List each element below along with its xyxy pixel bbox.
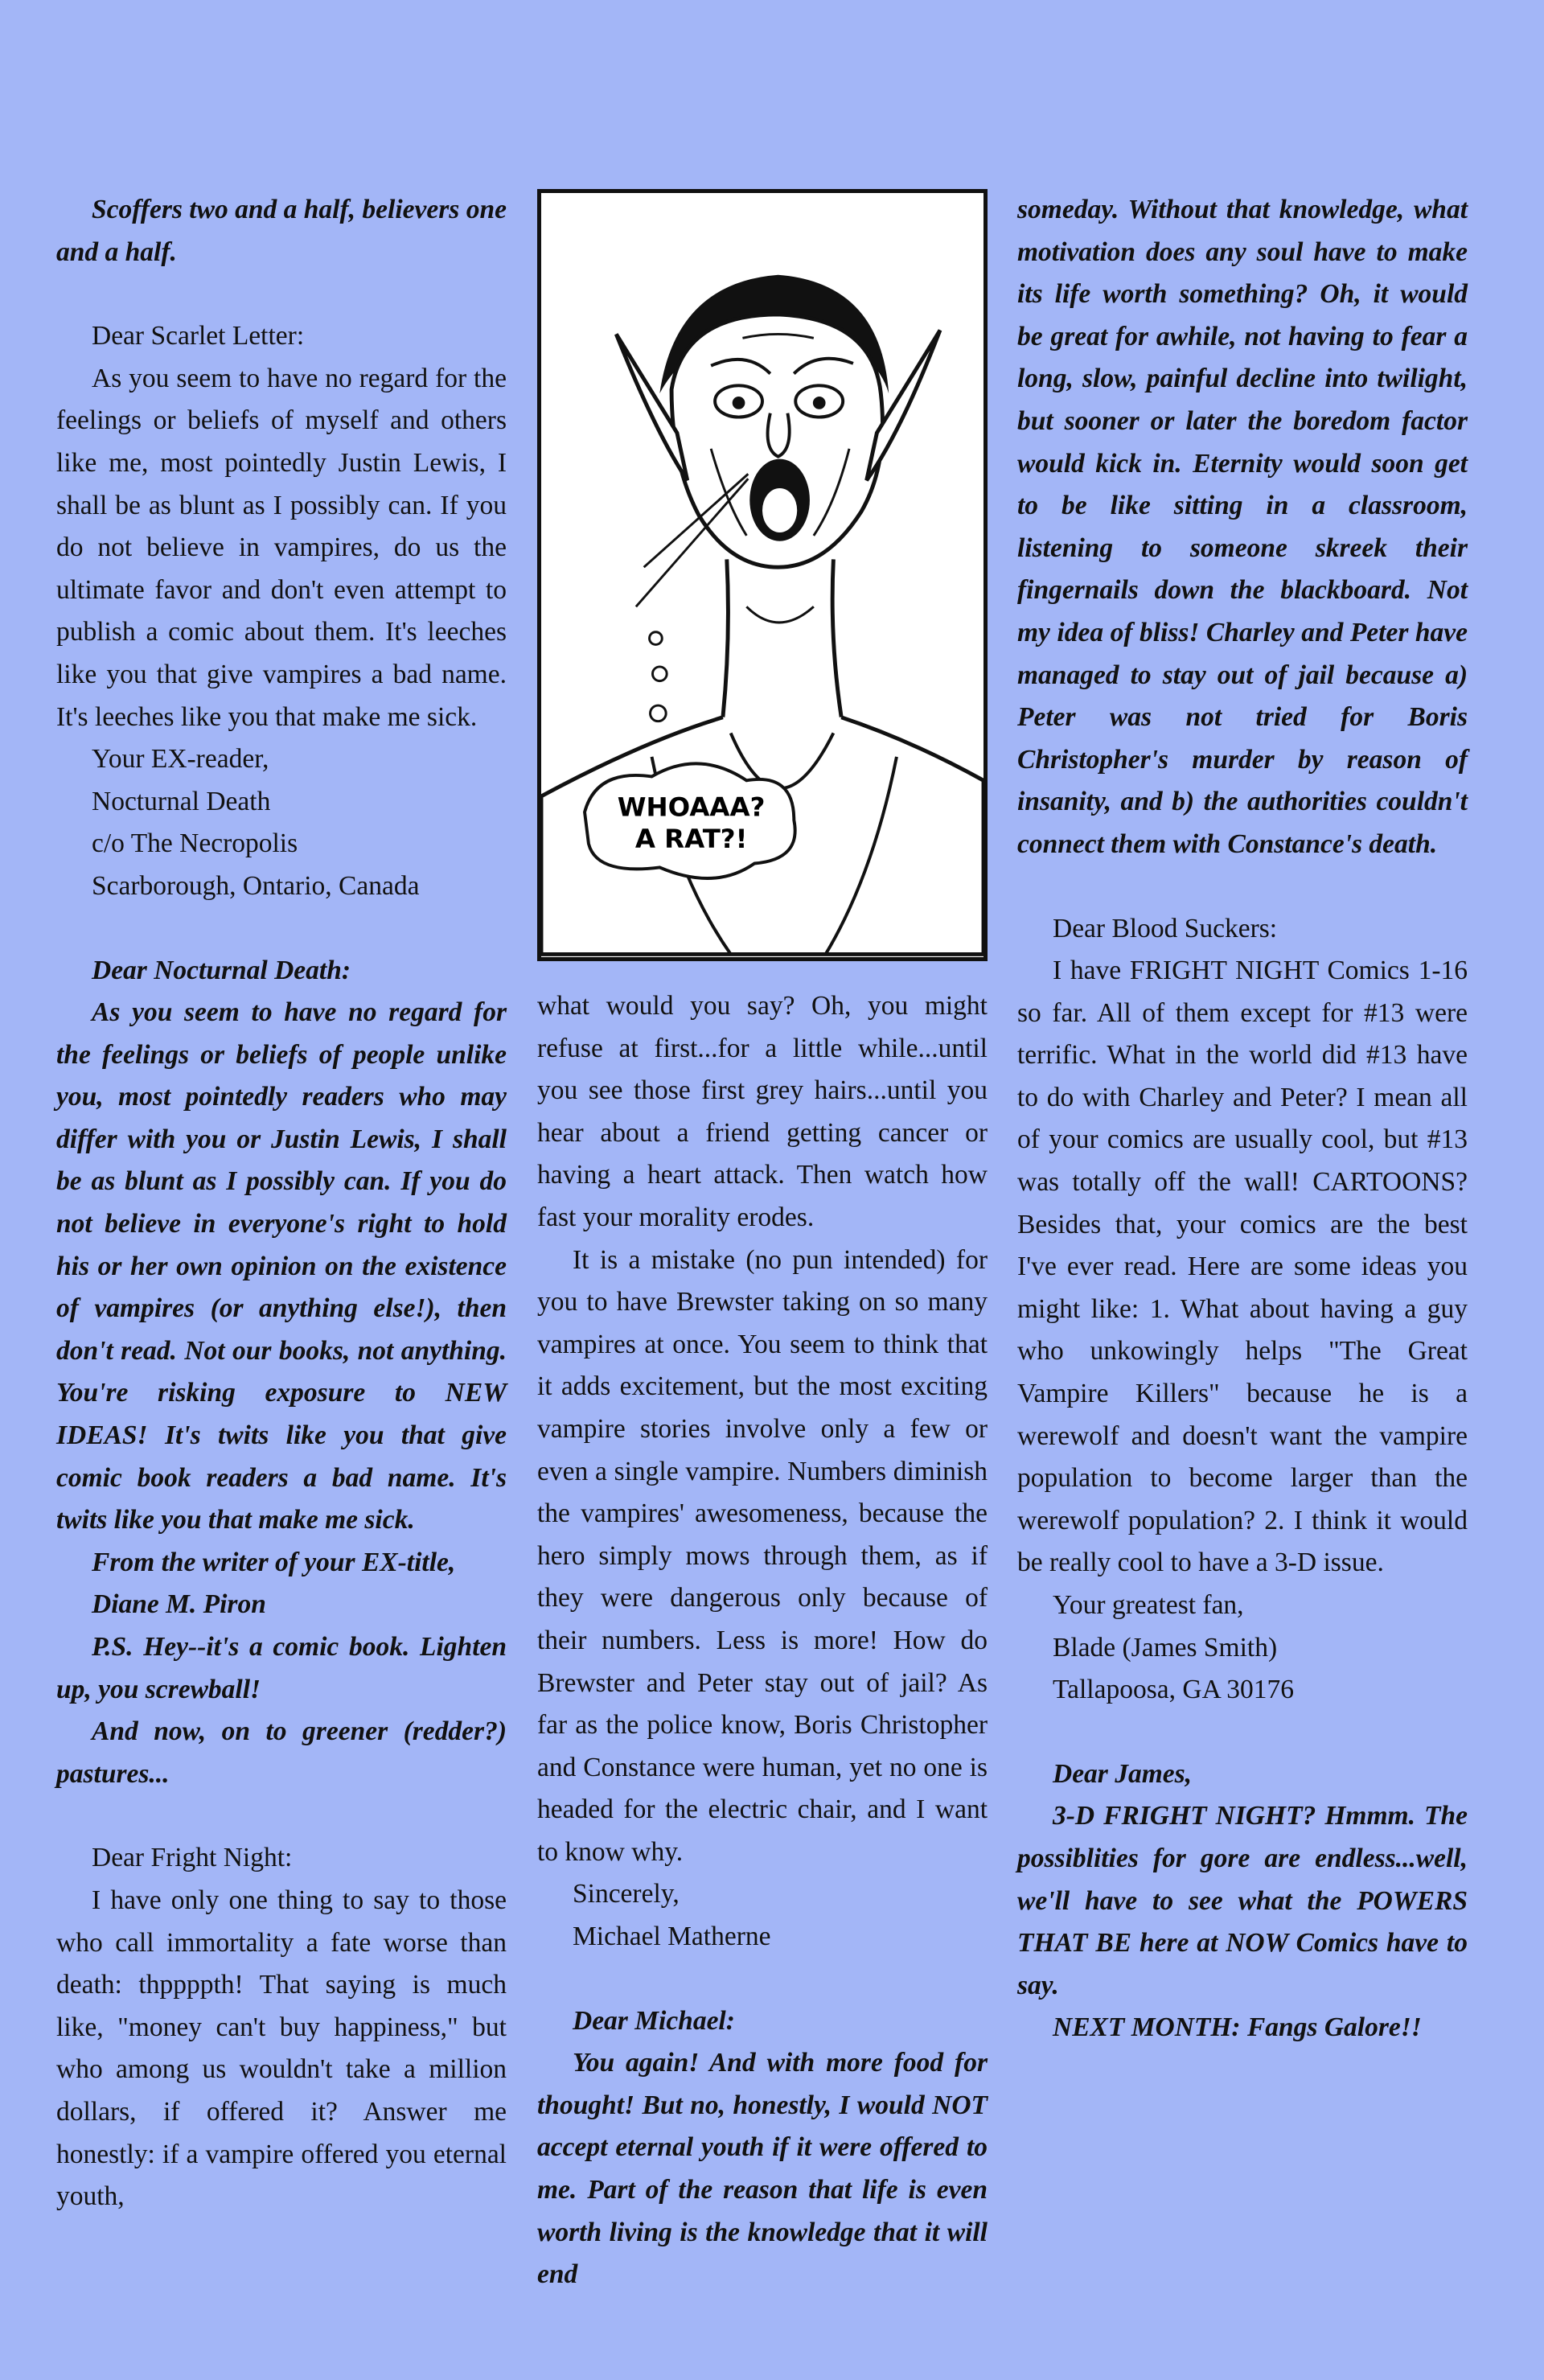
- letter-body-continued: what would you say? Oh, you might refuse at first...for a little while...until you see those first grey hairs...until you hear about a friend getting cancer or having a heart attack. Then watch how fast your morality erodes.: [537, 991, 988, 1232]
- letter-salutation: Dear Blood Suckers:: [1053, 913, 1278, 943]
- letter-signature-line: Michael Matherne: [573, 1922, 771, 1952]
- letter-body: As you seem to have no regard for the feelings or beliefs of myself and others like me, most pointedly Justin Lewis, I shall be as blunt as I possibly can. If you do not believe in vampires, do us the ultimate favor and don't even attempt to publish a comic about them. It's leeches like you that give vampires a bad name. It's leeches like you that make me sick.: [56, 363, 507, 732]
- letter-body: I have only one thing to say to those who call immortality a fate worse than death: thppppth! That saying is much like, "money can't buy happiness," but who among us wouldn't take a million dollars, if offered it? Answer me honestly: if a vampire offered you eternal youth,: [56, 1885, 507, 2212]
- reply-body: You again! And with more food for thought! But no, honestly, I would NOT accept eternal youth if it were offered to me. Part of the reason that life is even worth living is the knowledge that it will end: [537, 2048, 988, 2290]
- letter-body: I have FRIGHT NIGHT Comics 1-16 so far. All of them except for #13 were terrific. What in the world did #13 have to do with Charley and Peter? I mean all of your comics are usually cool, but #13 was totally off the wall! CARTOONS? Besides that, your comics are the best I've ever read. Here are some ideas you might like: 1. What about having a guy who unkowingly helps "The Great Vampire Killers" because he is a werewolf and doesn't want the vampire population to become larger than the werewolf population? 2. I think it would be really cool to have a 3-D issue.: [1017, 956, 1468, 1578]
- next-month-teaser: NEXT MONTH: Fangs Galore!!: [1053, 2012, 1422, 2043]
- letter-salutation: Dear Scarlet Letter:: [92, 321, 305, 351]
- reply-signature-line: Diane M. Piron: [92, 1589, 266, 1620]
- reply-salutation: Dear Michael:: [573, 2005, 735, 2036]
- column-1: [56, 189, 507, 2218]
- reply-salutation: Dear James,: [1053, 1758, 1193, 1789]
- column-2-text: [537, 985, 988, 2296]
- letter-signature-line: Blade (James Smith): [1053, 1632, 1278, 1663]
- letter-signature-line: c/o The Necropolis: [92, 828, 298, 859]
- letter-salutation: Dear Fright Night:: [92, 1843, 293, 1873]
- reply-salutation: Dear Nocturnal Death:: [92, 955, 351, 985]
- letter-signature-line: Scarborough, Ontario, Canada: [92, 870, 420, 901]
- letter-signature-line: Sincerely,: [573, 1879, 680, 1909]
- reply-body: As you seem to have no regard for the feelings or beliefs of people unlike you, most pointedly readers who may differ with you or Justin Lewis, I shall be as blunt as I possibly can. If you do not believe in everyone's right to hold his or her own opinion on the existence of vampires (or anything else!), then don't read. Not our books, not anything. You're risking exposure to NEW IDEAS! It's twits like you that give comic book readers a bad name. It's twits like you that make me sick.: [56, 997, 507, 1535]
- vampire-illustration: [541, 193, 983, 957]
- reply-closing: And now, on to greener (redder?) pastures...: [56, 1716, 507, 1789]
- balloon-line: WHOAAA?: [617, 791, 766, 823]
- reply-signature-line: From the writer of your EX-title,: [92, 1547, 456, 1577]
- reply-body: 3-D FRIGHT NIGHT? Hmmm. The possiblities for gore are endless...well, we'll have to see what the POWERS THAT BE here at NOW Comics have to say.: [1017, 1801, 1468, 2000]
- letter-signature-line: Tallapoosa, GA 30176: [1053, 1675, 1295, 1705]
- letter-signature-line: Your greatest fan,: [1053, 1590, 1244, 1620]
- reply-body-continued: someday. Without that knowledge, what motivation does any soul have to make its life worth something? Oh, it would be great for awhile, not having to fear a long, slow, painful decline into twilight, but sooner or later the boredom factor would kick in. Eternity would soon get to be like sitting in a classroom, listening to someone skreek their fingernails down the blackboard. Not my idea of bliss! Charley and Peter have managed to stay out of jail because a) Peter was not tried for Boris Christopher's murder by reason of insanity, and b) the authorities couldn't connect them with Constance's death.: [1017, 195, 1468, 859]
- comic-panel: [537, 189, 988, 961]
- column-3: [1017, 189, 1468, 2049]
- balloon-line: A RAT?!: [634, 823, 748, 854]
- letter-signature-line: Nocturnal Death: [92, 786, 271, 816]
- letter-body: It is a mistake (no pun intended) for you to have Brewster taking on so many vampires at once. You seem to think that it adds excitement, but the most exciting vampire stories involve only a few or even a single vampire. Numbers diminish the vampires' awesomeness, because the hero simply mows through them, as if they were dangerous only because of their numbers. Less is more! How do Brewster and Peter stay out of jail? As far as the police know, Boris Christopher and Constance were human, yet no one is headed for the electric chair, and I want to know why.: [537, 1244, 988, 1867]
- reply-postscript: P.S. Hey--it's a comic book. Lighten up, you screwball!: [56, 1632, 507, 1704]
- intro-title: Scoffers two and a half, believers one and a half.: [56, 195, 507, 267]
- letter-signature-line: Your EX-reader,: [92, 744, 269, 775]
